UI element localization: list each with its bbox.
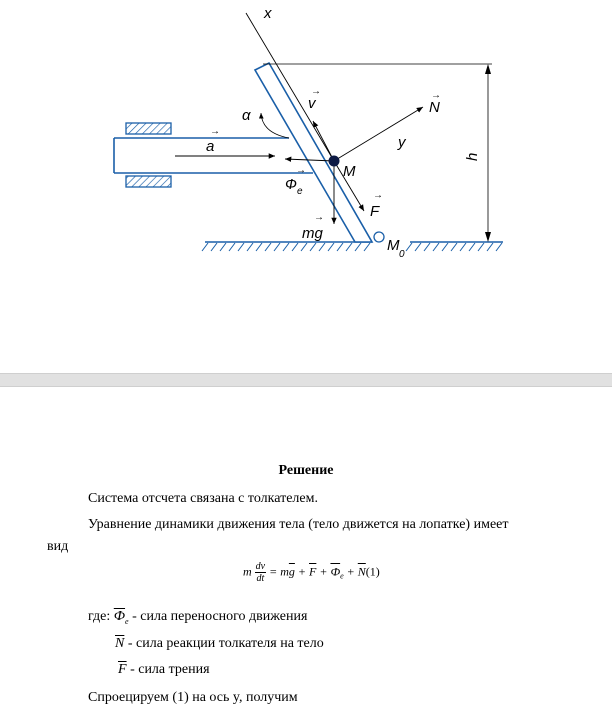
ground-hatch-line <box>415 243 421 251</box>
eq-m: m <box>243 564 252 579</box>
eq-fraction <box>255 561 266 584</box>
page-divider <box>0 373 612 387</box>
ground-hatch-line <box>211 243 217 251</box>
ground-hatch-line <box>274 243 280 251</box>
where-item-n <box>115 636 324 652</box>
label-phi-sub: e <box>297 186 303 197</box>
eq-f: $\overline{F}$ <box>309 564 317 579</box>
equation <box>243 561 380 584</box>
n-vector-mark: → <box>431 90 441 101</box>
paragraph-dynamics-line1: Уравнение динамики движения тела (тело движется на лопатке) имеет <box>88 517 509 532</box>
ground-hatch-line <box>247 243 253 251</box>
ground-hatch-line <box>460 243 466 251</box>
ground-hatch-line <box>229 243 235 251</box>
eq-phi: Ф <box>330 564 341 579</box>
ground-hatch-line <box>202 243 208 251</box>
ground-hatch-line <box>337 243 343 251</box>
roller <box>374 232 384 242</box>
label-h: h <box>464 152 481 161</box>
eq-numerator: dv <box>255 561 266 572</box>
a-vector-mark: → <box>210 126 220 137</box>
ground-hatch-line <box>433 243 439 251</box>
h-dimension <box>485 64 491 242</box>
eq-g: $\overline{g}$ <box>288 564 295 579</box>
label-m: M <box>343 163 356 180</box>
n-arrow <box>334 107 423 161</box>
ground-hatch-line <box>310 243 316 251</box>
label-y: y <box>398 134 406 151</box>
ground-hatch-line <box>496 243 502 251</box>
where-prefix: где: <box>88 609 114 624</box>
section-heading: Решение <box>278 463 334 478</box>
ground-hatch-line <box>238 243 244 251</box>
ground-hatch-line <box>424 243 430 251</box>
ground-hatch-line <box>355 243 361 251</box>
ground-hatch-line <box>328 243 334 251</box>
paragraph-reference-frame: Система отсчета связана с толкателем. <box>88 491 318 506</box>
label-m0-sub: 0 <box>399 249 405 260</box>
f-vector-mark: → <box>373 190 383 201</box>
ground-hatch-line <box>478 243 484 251</box>
ground-hatch-line <box>451 243 457 251</box>
eq-plus-2: + <box>316 564 331 579</box>
ground-hatch-line <box>364 243 370 251</box>
v-vector-mark: → <box>311 86 321 97</box>
ground-hatch-line <box>220 243 226 251</box>
label-a: a <box>206 138 215 155</box>
ground-hatch-line <box>319 243 325 251</box>
where-phi-text: - сила переносного движения <box>128 609 308 624</box>
point-m <box>329 156 340 167</box>
where-n-symbol: $\overline{N}$ <box>115 636 125 651</box>
where-n-text: - сила реакции толкателя на тело <box>124 636 324 651</box>
label-m0: M <box>387 237 400 254</box>
label-n: N <box>429 99 440 116</box>
ground-hatch-line <box>406 243 412 251</box>
ground-hatch-line <box>256 243 262 251</box>
bearing-bottom <box>126 176 171 187</box>
mg-vector-mark: → <box>314 212 324 223</box>
eq-n: $\overline{N}$ <box>357 564 366 579</box>
eq-number: (1) <box>365 564 380 579</box>
label-alpha: α <box>242 107 251 124</box>
label-x: x <box>264 5 272 22</box>
paragraph-projection: Спроецируем (1) на ось y, получим <box>88 690 298 705</box>
phi-vector-mark: → <box>296 165 306 176</box>
ground-hatch-line <box>469 243 475 251</box>
label-mg: mg <box>302 225 323 242</box>
ground-hatch-line <box>442 243 448 251</box>
where-f-symbol: $\overline{F}$ <box>118 662 127 677</box>
eq-equals-m: = m <box>269 564 289 579</box>
where-f-text: - сила трения <box>126 662 210 677</box>
ground <box>202 242 503 251</box>
paragraph-dynamics-line2: вид <box>47 539 69 554</box>
eq-plus-3: + <box>343 564 358 579</box>
where-item-f <box>118 662 210 678</box>
ground-hatch-line <box>301 243 307 251</box>
eq-plus-1: + <box>294 564 309 579</box>
label-f: F <box>370 203 380 220</box>
ground-hatch-line <box>292 243 298 251</box>
ground-hatch-line <box>487 243 493 251</box>
where-phi-symbol: Ф <box>113 609 126 624</box>
label-phi: Ф <box>285 176 297 193</box>
label-v: v <box>308 95 316 112</box>
ground-hatch-line <box>265 243 271 251</box>
bearing-top <box>126 123 171 134</box>
eq-phi-sub: e <box>340 571 344 581</box>
where-item-phi <box>88 609 307 630</box>
ground-hatch-line <box>283 243 289 251</box>
where-phi-sub: e <box>125 616 129 626</box>
eq-denominator: dt <box>256 573 265 584</box>
ground-hatch-line <box>346 243 352 251</box>
